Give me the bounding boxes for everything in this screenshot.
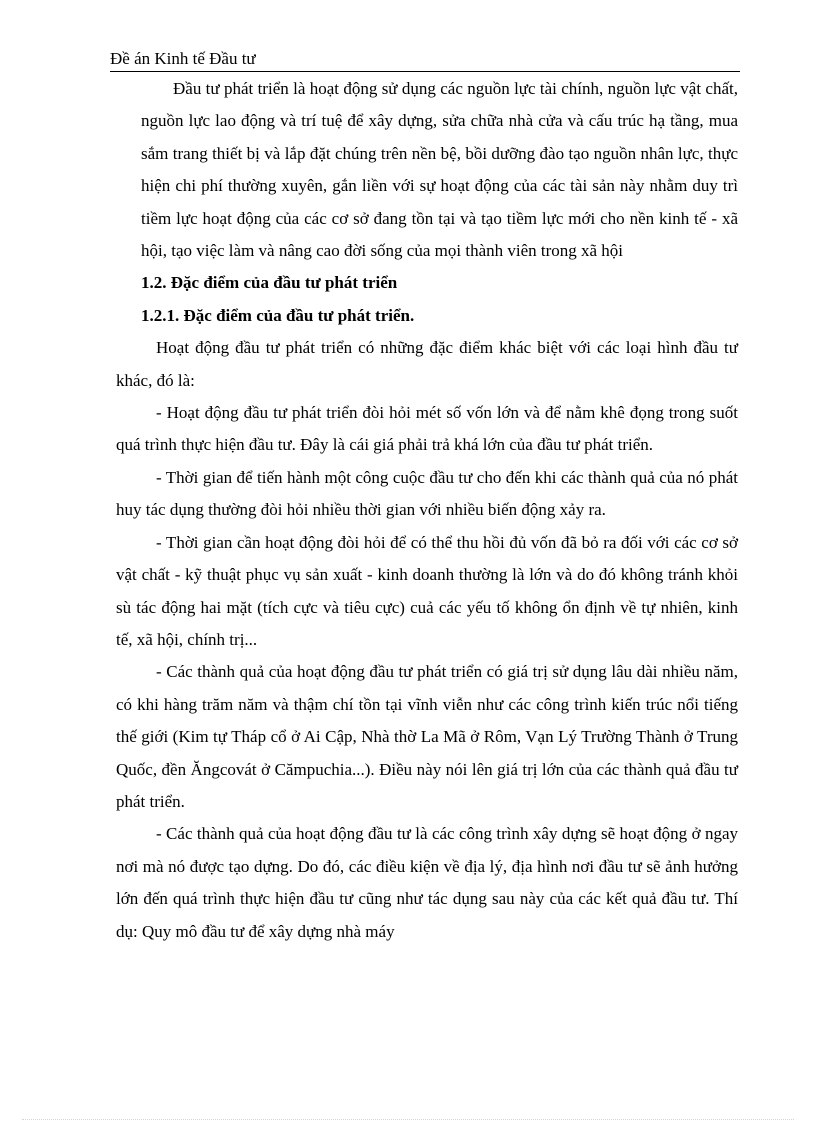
paragraph-item-capital: - Hoạt động đầu tư phát triển đòi hỏi mét số vốn lớn và để nằm khê đọng trong suốt quá trình thực hiện đầu tư. Đây là cái giá phải trả khá lớn của đầu tư phát triển. (116, 403, 738, 455)
paragraph-item-duration: - Thời gian để tiến hành một công cuộc đầu tư cho đến khi các thành quả của nó phát huy tác dụng thường đòi hỏi nhiều thời gian với nhiều biến động xảy ra. (116, 467, 738, 520)
paragraph-intro: Hoạt động đầu tư phát triển có những đặc điểm khác biệt với các loại hình đầu tư khác, đó là: (116, 338, 738, 390)
paragraph-item-payback: - Thời gian cần hoạt động đòi hỏi để có thể thu hồi đủ vốn đã bỏ ra đối với các cơ sở vật chất - kỹ thuật phục vụ sản xuất - kinh doanh thường là lớn và do đó không tránh khỏi sù tác động hai mặt (tích cực và tiêu cực) cuả các yếu tố không ổn định về tự nhiên, kinh tế, xã hội, chính trị... (116, 532, 738, 649)
page-bottom-divider (22, 1119, 794, 1120)
paragraph-item-longevity: - Các thành quả của hoạt động đầu tư phát triển có giá trị sử dụng lâu dài nhiều năm, có khi hàng trăm năm và thậm chí tồn tại vĩnh viễn như các công trình kiến trúc nổi tiếng thế giới (Kim tự Tháp cổ ở Ai Cập, Nhà thờ La Mã ở Rôm, Vạn Lý Trường Thành ở Trung Quốc, đền Ăngcovát ở Cămpuchia...). Điều này nói lên giá trị lớn của các thành quả đầu tư phát triển. (116, 662, 738, 811)
section-heading: 1.2. Đặc điểm của đầu tư phát triển (141, 273, 398, 293)
running-header: Đề án Kinh tế Đầu tư (110, 48, 740, 72)
paragraph-definition: Đầu tư phát triển là hoạt động sử dụng các nguồn lực tài chính, nguồn lực vật chất, nguồn lực lao động và trí tuệ để xây dựng, sửa chữa nhà cửa và cấu trúc hạ tầng, mua sắm trang thiết bị và lắp đặt chúng trên nền bệ, bồi dưỡng đào tạo nguồn nhân lực, thực hiện chi phí thường xuyên, gắn liền với sự hoạt động của các tài sản này nhằm duy trì tiềm lực hoạt động của các cơ sở đang tồn tại và tạo tiềm lực mới cho nền kinh tế - xã hội, tạo việc làm và nâng cao đời sống của mọi thành viên trong xã hội (141, 79, 738, 261)
document-body (116, 73, 738, 948)
subsection-heading: 1.2.1. Đặc điểm của đầu tư phát triển. (141, 305, 415, 325)
paragraph-item-location: - Các thành quả của hoạt động đầu tư là các công trình xây dựng sẽ hoạt động ở ngay nơi mà nó được tạo dựng. Do đó, các điều kiện về địa lý, địa hình nơi đầu tư sẽ ảnh hưởng lớn đến quá trình thực hiện đầu tư cũng như tác dụng sau này của các kết quả đầu tư. Thí dụ: Quy mô đầu tư để xây dựng nhà máy (116, 824, 738, 941)
